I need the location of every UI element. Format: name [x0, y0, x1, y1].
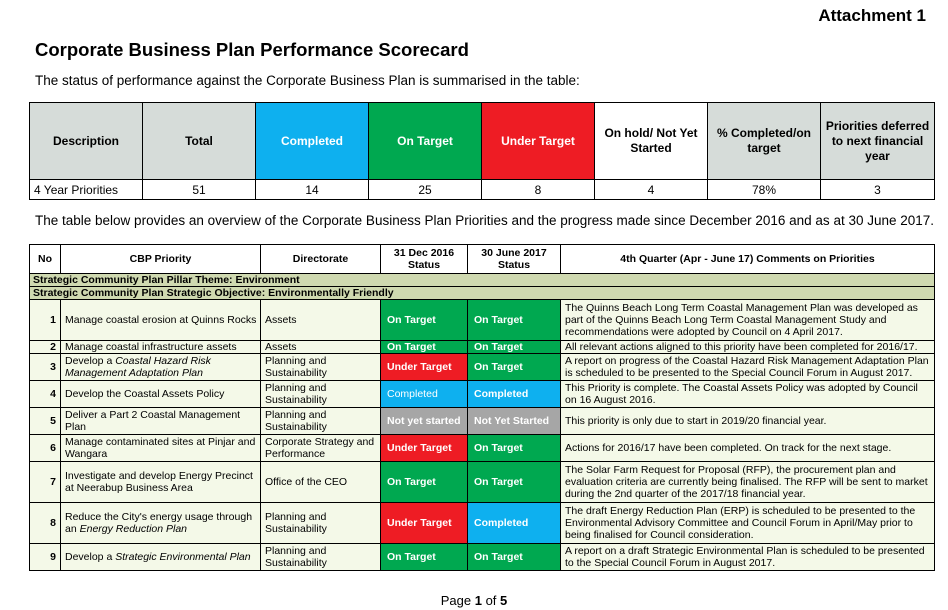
row-directorate: Planning and Sustainability: [261, 381, 381, 408]
row-jun-status: On Target: [468, 300, 561, 341]
row-directorate: Planning and Sustainability: [261, 544, 381, 571]
summary-cell-description: 4 Year Priorities: [30, 180, 143, 200]
row-priority: Develop the Coastal Assets Policy: [61, 381, 261, 408]
priorities-header-priority: CBP Priority: [61, 245, 261, 274]
summary-cell-on-target: 25: [369, 180, 482, 200]
priorities-header-directorate: Directorate: [261, 245, 381, 274]
row-jun-status: On Target: [468, 435, 561, 462]
row-directorate: Planning and Sustainability: [261, 354, 381, 381]
row-priority-prefix: Reduce the City's energy usage through an: [65, 511, 253, 535]
summary-header-completed: Completed: [256, 103, 369, 180]
page-number: 1: [474, 593, 482, 608]
row-number: 1: [30, 300, 61, 341]
row-priority: Deliver a Part 2 Coastal Management Plan: [61, 408, 261, 435]
row-jun-status: On Target: [468, 341, 561, 354]
summary-header-row: [30, 103, 935, 180]
summary-cell-on-hold: 4: [595, 180, 708, 200]
row-directorate: Assets: [261, 300, 381, 341]
row-number: 2: [30, 341, 61, 354]
row-priority: [61, 544, 261, 571]
objective-row: [30, 287, 935, 300]
row-comment: This Priority is complete. The Coastal Assets Policy was adopted by Council on 16 August 2016.: [561, 381, 935, 408]
strategic-objective: Strategic Community Plan Strategic Objective: Environmentally Friendly: [30, 287, 935, 300]
row-comment: All relevant actions aligned to this priority have been completed for 2016/17.: [561, 341, 935, 354]
priorities-header-no: No: [30, 245, 61, 274]
row-jun-status: Completed: [468, 381, 561, 408]
row-priority: Investigate and develop Energy Precinct at Neerabup Business Area: [61, 462, 261, 503]
summary-cell-deferred: 3: [821, 180, 935, 200]
footer-prefix: Page: [440, 593, 475, 608]
table-row: [30, 503, 935, 544]
row-directorate: Planning and Sustainability: [261, 408, 381, 435]
row-dec-status: Under Target: [381, 354, 468, 381]
summary-header-on-hold: On hold/ Not Yet Started: [595, 103, 708, 180]
row-priority: Manage contaminated sites at Pinjar and Wangara: [61, 435, 261, 462]
priorities-header-row: [30, 245, 935, 274]
row-comment: The draft Energy Reduction Plan (ERP) is scheduled to be presented to the Environmental Advisory Committee and Council Forum in April/May prior to being finalised for Council consideration.: [561, 503, 935, 544]
summary-table: [29, 102, 935, 200]
priorities-table: [29, 244, 935, 571]
row-comment: A report on a draft Strategic Environmental Plan is scheduled to be presented to the Special Council Forum in August 2017.: [561, 544, 935, 571]
row-comment: Actions for 2016/17 have been completed. On track for the next stage.: [561, 435, 935, 462]
summary-header-description: Description: [30, 103, 143, 180]
summary-header-deferred: Priorities deferred to next financial year: [821, 103, 935, 180]
row-dec-status: On Target: [381, 341, 468, 354]
row-number: 4: [30, 381, 61, 408]
summary-header-under-target: Under Target: [482, 103, 595, 180]
row-dec-status: On Target: [381, 544, 468, 571]
row-dec-status: On Target: [381, 300, 468, 341]
table-row: [30, 341, 935, 354]
row-priority: [61, 503, 261, 544]
row-dec-status: Under Target: [381, 435, 468, 462]
summary-cell-total: 51: [143, 180, 256, 200]
attachment-label: Attachment 1: [818, 6, 926, 25]
table-row: [30, 354, 935, 381]
row-dec-status: Under Target: [381, 503, 468, 544]
row-priority-emphasis: Strategic Environmental Plan: [115, 551, 251, 563]
summary-cell-under-target: 8: [482, 180, 595, 200]
pillar-theme: Strategic Community Plan Pillar Theme: Environment: [30, 274, 935, 287]
row-number: 6: [30, 435, 61, 462]
footer-middle: of: [481, 593, 501, 608]
row-dec-status: On Target: [381, 462, 468, 503]
summary-cell-percent: 78%: [708, 180, 821, 200]
summary-header-total: Total: [143, 103, 256, 180]
page-footer: [0, 593, 948, 608]
table-row: [30, 300, 935, 341]
table-row: [30, 408, 935, 435]
table-row: [30, 462, 935, 503]
row-number: 5: [30, 408, 61, 435]
row-jun-status: On Target: [468, 462, 561, 503]
row-jun-status: Completed: [468, 503, 561, 544]
row-directorate: Planning and Sustainability: [261, 503, 381, 544]
summary-header-percent: % Completed/on target: [708, 103, 821, 180]
row-priority-emphasis: Energy Reduction Plan: [79, 523, 188, 535]
page-total: 5: [500, 593, 508, 608]
overview-text: The table below provides an overview of the Corporate Business Plan Priorities and the progress made since December 2016 and as at 30 June 2017.: [35, 213, 935, 228]
row-jun-status: On Target: [468, 354, 561, 381]
intro-text: The status of performance against the Corporate Business Plan is summarised in the table:: [35, 73, 580, 88]
row-comment: This priority is only due to start in 2019/20 financial year.: [561, 408, 935, 435]
row-priority: Manage coastal infrastructure assets: [61, 341, 261, 354]
row-number: 8: [30, 503, 61, 544]
row-number: 9: [30, 544, 61, 571]
row-directorate: Office of the CEO: [261, 462, 381, 503]
table-row: [30, 435, 935, 462]
row-jun-status: Not Yet Started: [468, 408, 561, 435]
row-priority: [61, 354, 261, 381]
row-priority-emphasis: Coastal Hazard Risk Management Adaptation Plan: [65, 355, 211, 379]
row-dec-status: Completed: [381, 381, 468, 408]
summary-header-on-target: On Target: [369, 103, 482, 180]
row-priority: Manage coastal erosion at Quinns Rocks: [61, 300, 261, 341]
priorities-header-dec-status: 31 Dec 2016 Status: [381, 245, 468, 274]
row-dec-status: Not yet started: [381, 408, 468, 435]
row-directorate: Corporate Strategy and Performance: [261, 435, 381, 462]
row-comment: A report on progress of the Coastal Hazard Risk Management Adaptation Plan is scheduled to be presented to the Special Council Forum in August 2017.: [561, 354, 935, 381]
row-priority-prefix: Develop a: [65, 551, 116, 563]
row-number: 3: [30, 354, 61, 381]
row-comment: The Solar Farm Request for Proposal (RFP), the procurement plan and evaluation criteria are currently being finalised. The RFP will be sent to market during the 2nd quarter of the 2017/18 financial year.: [561, 462, 935, 503]
priorities-header-jun-status: 30 June 2017 Status: [468, 245, 561, 274]
priorities-header-comments: 4th Quarter (Apr - June 17) Comments on Priorities: [561, 245, 935, 274]
row-jun-status: On Target: [468, 544, 561, 571]
table-row: [30, 381, 935, 408]
row-directorate: Assets: [261, 341, 381, 354]
row-comment: The Quinns Beach Long Term Coastal Management Plan was developed as part of the Quinns Beach Long Term Coastal Management Study and recommendations were adopted by Council on 4 April 2017.: [561, 300, 935, 341]
table-row: [30, 544, 935, 571]
row-number: 7: [30, 462, 61, 503]
summary-data-row: [30, 180, 935, 200]
row-priority-prefix: Develop a: [65, 355, 116, 367]
theme-row: [30, 274, 935, 287]
summary-cell-completed: 14: [256, 180, 369, 200]
page-title: Corporate Business Plan Performance Scorecard: [35, 39, 469, 60]
